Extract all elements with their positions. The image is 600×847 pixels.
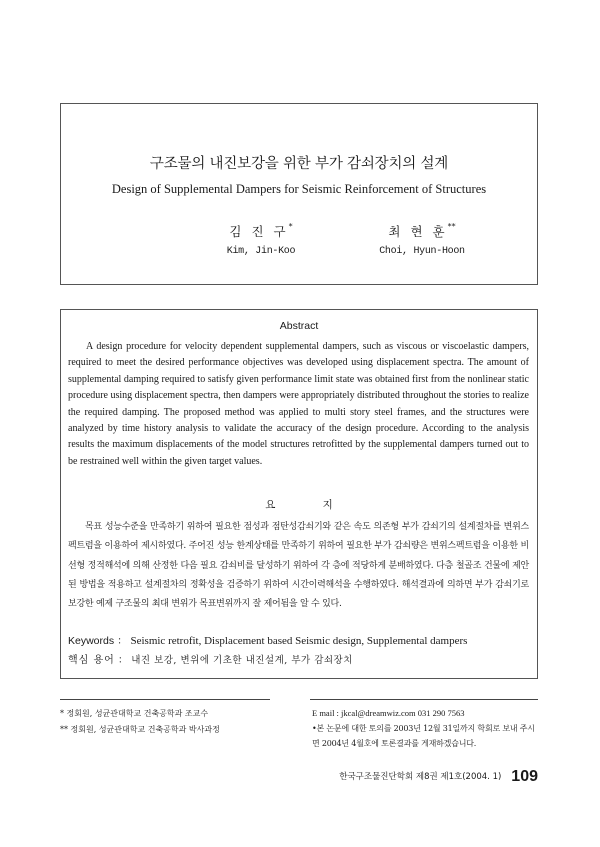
page-number: 109 bbox=[511, 768, 538, 785]
paper-title-korean: 구조물의 내진보강을 위한 부가 감쇠장치의 설계 bbox=[149, 156, 449, 172]
paper-title-english: Design of Supplemental Dampers for Seismic Reinforcement of Structures bbox=[111, 182, 487, 196]
footnote-affiliation-second: ** 정회원, 성균관대학교 건축공학과 박사과정 bbox=[60, 725, 220, 734]
footnote-divider-right bbox=[310, 699, 538, 700]
running-footer bbox=[300, 768, 538, 786]
keywords-separator: ： bbox=[118, 655, 129, 666]
author-first bbox=[191, 222, 331, 257]
author-mark: ** bbox=[447, 222, 456, 231]
abstract-box bbox=[60, 309, 538, 679]
summary-text-korean: 목표 성능수준을 만족하기 위하여 필요한 점성과 점탄성감쇠기와 같은 속도 의존형 부가 감쇠기의 설계절차를 변위스펙트럼을 이용하여 제시하였다. 주어진 성능 한계상태를 만족하기 위하여 필요한 부가 감쇠량은 변위스펙트럼을 이용한 비선형 정적해석에 의해 산정한 다음 필요 감쇠비를 달성하기 위하여 각 층에 적당하게 분배하였다. 다층 철골조 건물에 제안된 방법을 적용하고 설계절차의 정확성을 검증하기 위하여 시간이력해석을 수행하였다. 해석결과에 의하면 부가 감쇠기로 보강한 예제 구조물의 최대 변위가 목표변위까지 잘 제어됨을 알 수 있다. bbox=[68, 522, 529, 610]
author-name-korean: 최 현 훈** bbox=[388, 222, 456, 239]
abstract-text: A design procedure for velocity dependent supplemental dampers, such as viscous or viscoelastic dampers, required to meet the desired performance objectives was developed using displacement spectra. The amount of supplemental damping required to satisfy given performance limit state was obtained first from the nonlinear static procedure using displacement spectra, then dampers were appropriately distributed throughout the stories to realize the required damping. The proposed method was applied to multi story steel frames, and the structures were analyzed by time history analysis to validate the accuracy of the design procedure. According to the analysis results the maximum displacements of the model structures retrofitted by the supplemental dampers turned out to be restrained well within the given target values. bbox=[68, 341, 529, 467]
keywords-label: Keywords bbox=[68, 635, 115, 647]
keywords-value: Seismic retrofit, Displacement based Seismic design, Supplemental dampers bbox=[130, 635, 468, 647]
keywords-separator: ： bbox=[117, 636, 128, 647]
keywords-english bbox=[68, 632, 531, 647]
author-name-english: Kim, Jin-Koo bbox=[226, 246, 296, 257]
author-name-english: Choi, Hyun-Hoon bbox=[379, 246, 465, 257]
footnote-divider-left bbox=[60, 699, 270, 700]
author-mark: * bbox=[288, 222, 293, 231]
keywords-value-korean: 내진 보강, 변위에 기초한 내진설계, 부가 감쇠장치 bbox=[131, 655, 353, 666]
author-second bbox=[347, 222, 497, 257]
footnote-discussion-note: •본 논문에 대한 토의를 2003년 12월 31일까지 학회로 보내 주시면 2004년 4월호에 토론결과를 게재하겠습니다. bbox=[312, 724, 535, 748]
journal-name: 한국구조물진단학회 제8권 제1호(2004. 1) bbox=[339, 772, 502, 782]
footnote-email: E mail : jkcal@dreamwiz.com 031 290 7563 bbox=[312, 708, 465, 718]
summary-heading-korean: 요 지 bbox=[265, 499, 355, 511]
keywords-korean bbox=[68, 651, 531, 666]
title-box bbox=[60, 103, 538, 285]
abstract-heading: Abstract bbox=[279, 320, 319, 332]
author-name-korean: 김 진 구* bbox=[229, 222, 293, 239]
keywords-label-korean: 핵심 용어 bbox=[68, 655, 115, 666]
footnote-affiliation-first: * 정회원, 성균관대학교 건축공학과 조교수 bbox=[60, 709, 209, 718]
